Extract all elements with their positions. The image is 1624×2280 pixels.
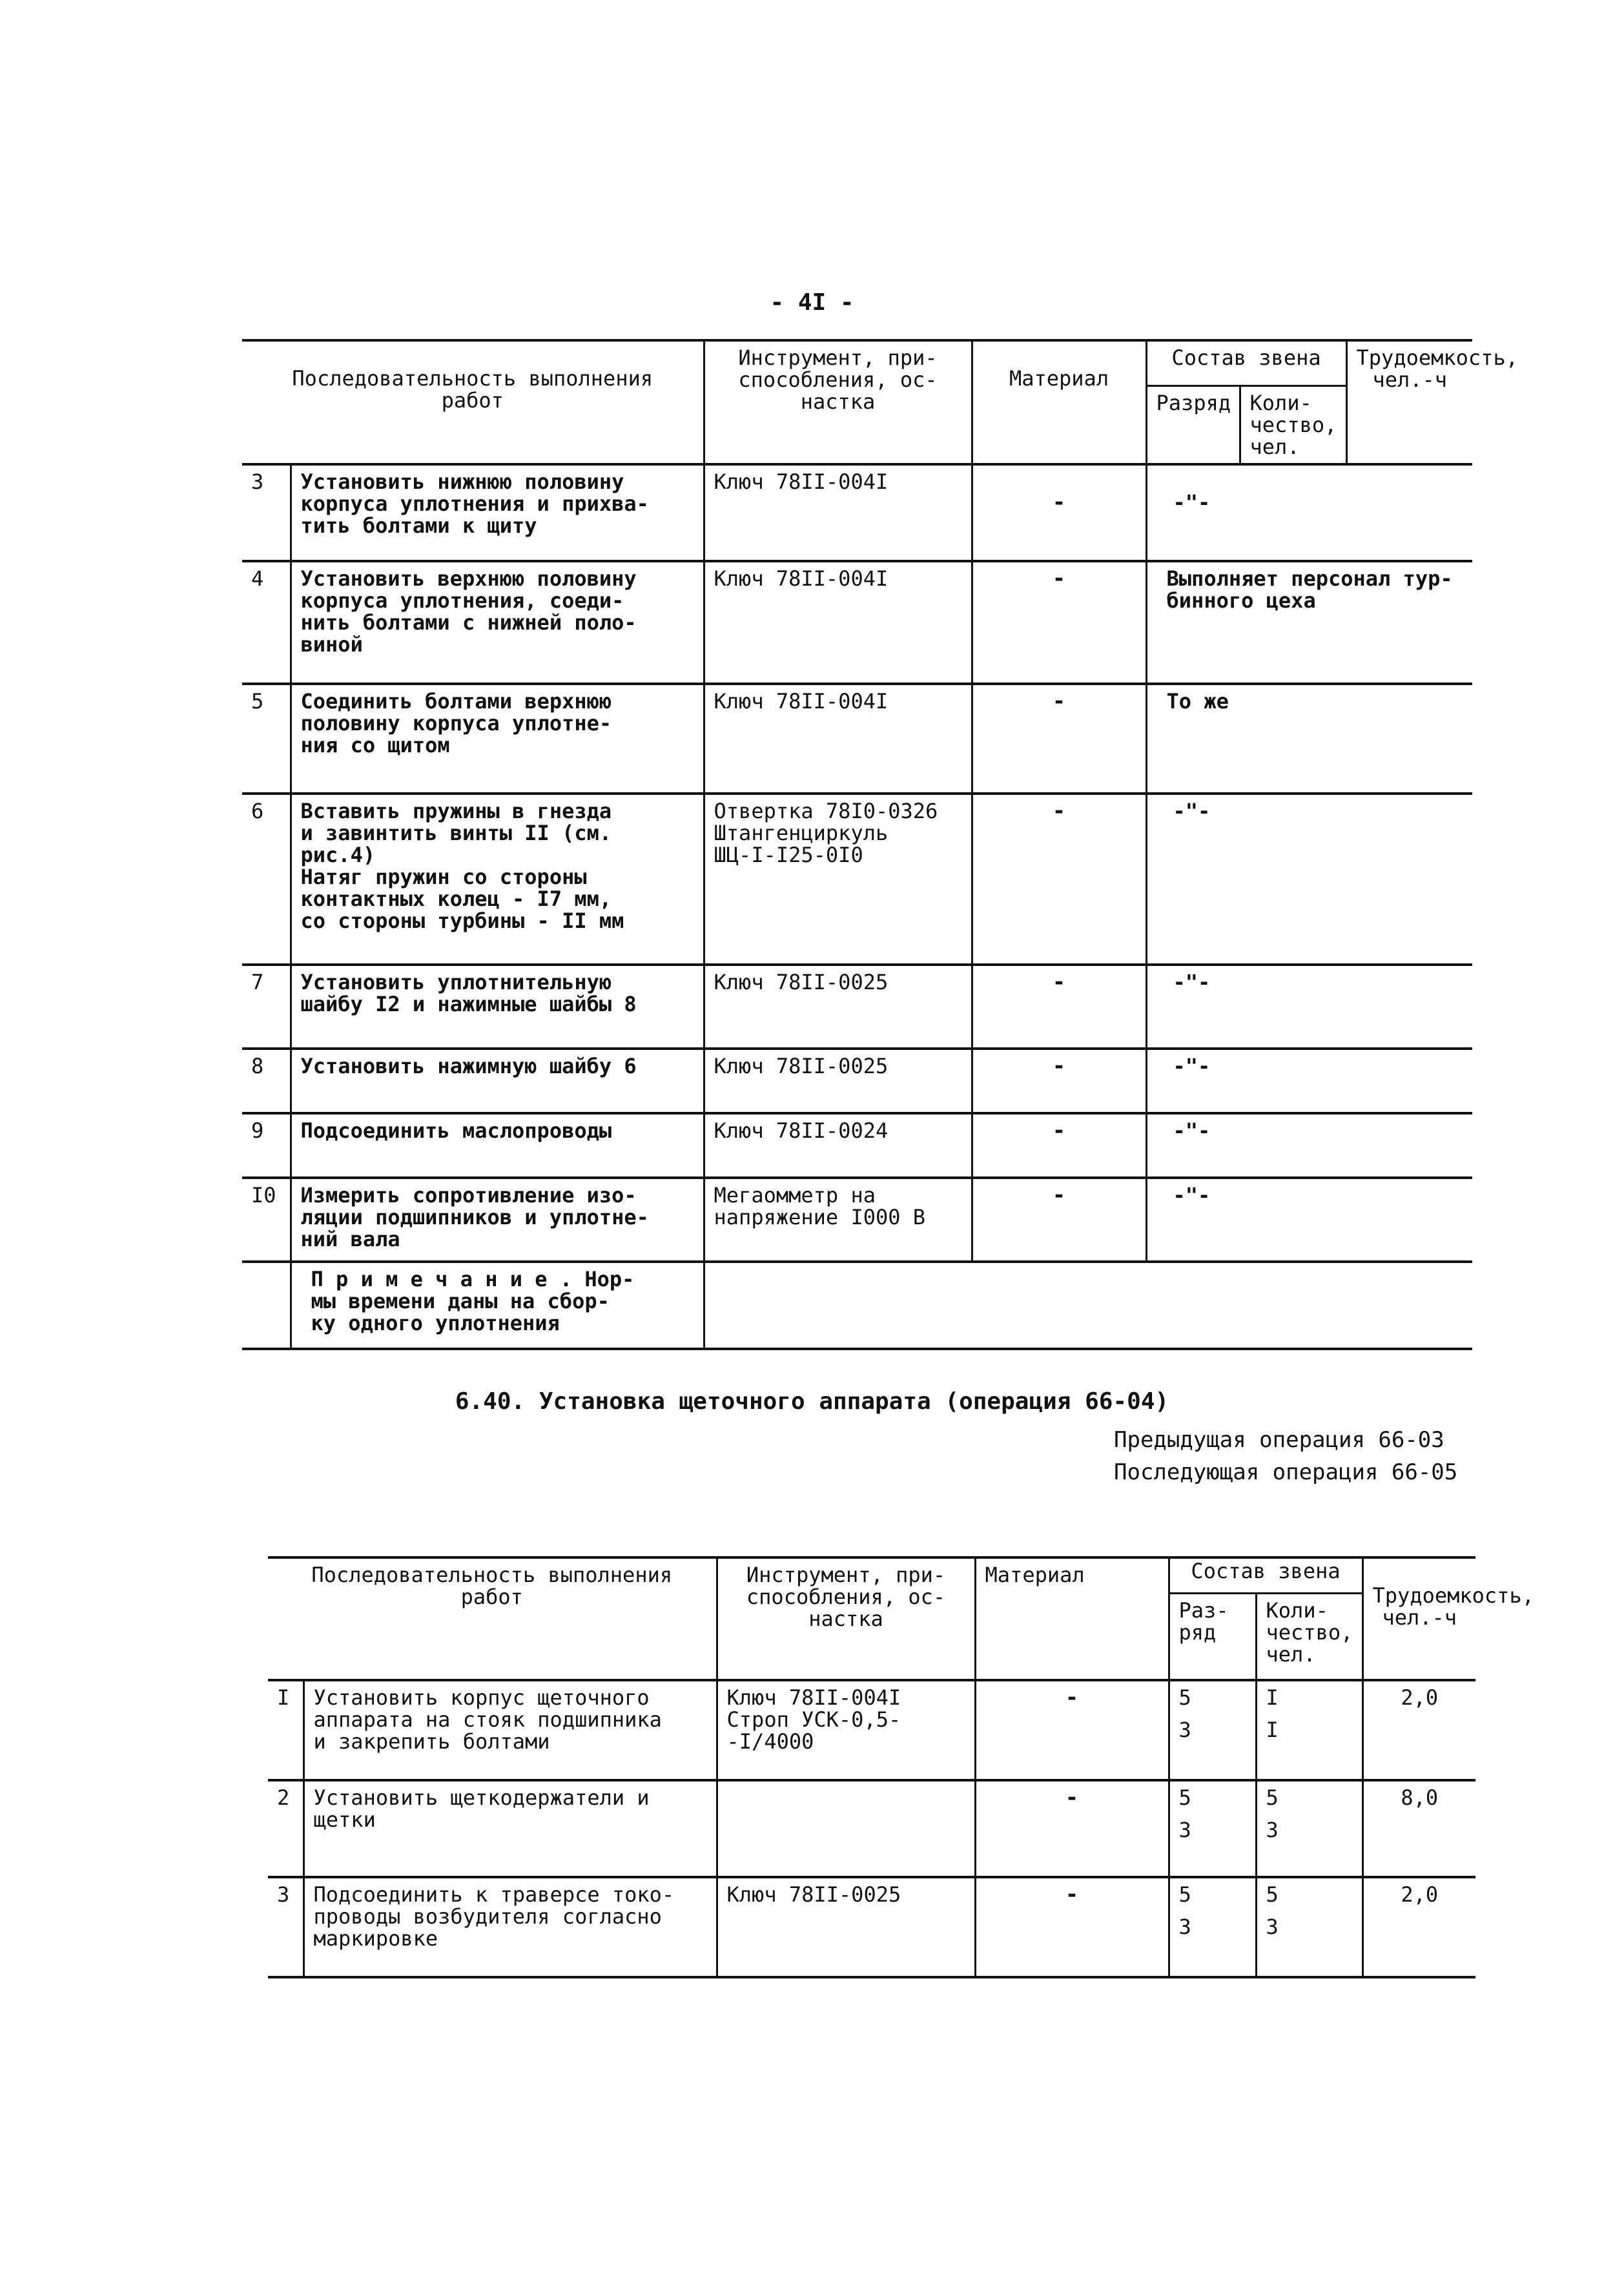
row-number: 4 xyxy=(242,561,291,684)
row-text: Установить щеткодержатели и щетки xyxy=(303,1780,717,1877)
row-material: - xyxy=(972,464,1146,561)
row-crew: Выполняет персонал тур- бинного цеха xyxy=(1146,561,1472,684)
row-tool: Ключ 78II-0025 xyxy=(717,1877,975,1977)
row-text: Соединить болтами верхнюю половину корпуса уплотне- ния со щитом xyxy=(291,684,704,794)
header-labor: Трудоемкость, чел.-ч xyxy=(1362,1557,1475,1680)
table-header xyxy=(242,340,1472,385)
row-crew: -"- xyxy=(1146,1113,1472,1178)
operation-links xyxy=(1114,1427,1457,1492)
row-material: - xyxy=(975,1877,1169,1977)
row-number: 3 xyxy=(242,464,291,561)
row-labor: 8,0 xyxy=(1362,1780,1475,1877)
row-count: 5 3 xyxy=(1256,1780,1362,1877)
row-crew: -"- xyxy=(1146,794,1472,965)
table-row xyxy=(268,1680,1475,1780)
next-operation: Последующая операция 66-05 xyxy=(1114,1459,1458,1485)
row-labor: 2,0 xyxy=(1362,1877,1475,1977)
row-number: 9 xyxy=(242,1113,291,1178)
row-material: - xyxy=(972,1049,1146,1113)
table-header xyxy=(268,1557,1475,1593)
operations-table-2 xyxy=(268,1556,1534,1978)
header-grade: Раз- ряд xyxy=(1169,1593,1256,1680)
header-sequence: Последовательность выполнения работ xyxy=(268,1557,717,1680)
header-count: Коли- чество, чел. xyxy=(1240,385,1346,464)
row-text: Подсоединить к траверсе токо- проводы возбудителя согласно маркировке xyxy=(303,1877,717,1977)
row-grade: 5 3 xyxy=(1169,1780,1256,1877)
table-row xyxy=(242,965,1472,1049)
row-grade: 5 3 xyxy=(1169,1877,1256,1977)
table-row xyxy=(242,464,1472,561)
row-tool: Ключ 78II-0025 xyxy=(704,1049,972,1113)
row-crew: -"- xyxy=(1146,464,1472,561)
row-number: 8 xyxy=(242,1049,291,1113)
header-tool: Инструмент, при- способления, ос- настка xyxy=(717,1557,975,1680)
row-number: 2 xyxy=(268,1780,303,1877)
table-row xyxy=(268,1780,1475,1877)
row-tool: Ключ 78II-004I xyxy=(704,464,972,561)
row-text: Установить корпус щеточного аппарата на стояк подшипника и закрепить болтами xyxy=(303,1680,717,1780)
row-text: Вставить пружины в гнезда и завинтить винты II (см. рис.4) Натяг пружин со стороны контактных колец - I7 мм, со стороны турбины - II мм xyxy=(291,794,704,965)
row-material: - xyxy=(972,1113,1146,1178)
row-material: - xyxy=(972,1178,1146,1262)
row-crew: -"- xyxy=(1146,1049,1472,1113)
header-crew: Состав звена xyxy=(1169,1557,1362,1593)
row-tool: Ключ 78II-004I Строп УСК-0,5- -I/4000 xyxy=(717,1680,975,1780)
row-crew: -"- xyxy=(1146,1178,1472,1262)
row-material: - xyxy=(972,965,1146,1049)
table-row xyxy=(242,561,1472,684)
row-tool xyxy=(717,1780,975,1877)
section-title: 6.40. Установка щеточного аппарата (операция 66-04) xyxy=(455,1388,1169,1415)
table-row xyxy=(242,684,1472,794)
row-labor: 2,0 xyxy=(1362,1680,1475,1780)
note-row xyxy=(242,1262,1472,1349)
row-tool: Ключ 78II-004I xyxy=(704,561,972,684)
row-text: Установить верхнюю половину корпуса уплотнения, соеди- нить болтами с нижней поло- виной xyxy=(291,561,704,684)
header-labor: Трудоемкость, чел.-ч xyxy=(1346,340,1472,464)
table-row xyxy=(242,1178,1472,1262)
row-tool: Мегаомметр на напряжение I000 В xyxy=(704,1178,972,1262)
header-tool: Инструмент, при- способления, ос- настка xyxy=(704,340,972,464)
row-material: - xyxy=(972,794,1146,965)
page-number: - 4I - xyxy=(770,289,854,316)
row-count: I I xyxy=(1256,1680,1362,1780)
row-tool: Ключ 78II-0024 xyxy=(704,1113,972,1178)
row-material: - xyxy=(975,1780,1169,1877)
row-number: I xyxy=(268,1680,303,1780)
row-count: 5 3 xyxy=(1256,1877,1362,1977)
row-grade: 5 3 xyxy=(1169,1680,1256,1780)
header-material: Материал xyxy=(972,340,1146,464)
table-note: П р и м е ч а н и е . Нор- мы времени даны на сбор- ку одного уплотнения xyxy=(291,1262,704,1349)
row-tool: Ключ 78II-0025 xyxy=(704,965,972,1049)
row-text: Подсоединить маслопроводы xyxy=(291,1113,704,1178)
operations-table-1 xyxy=(242,339,1518,1350)
row-text: Установить нажимную шайбу 6 xyxy=(291,1049,704,1113)
row-number: 6 xyxy=(242,794,291,965)
row-number: I0 xyxy=(242,1178,291,1262)
row-number: 5 xyxy=(242,684,291,794)
row-crew: -"- xyxy=(1146,965,1472,1049)
header-material: Материал xyxy=(975,1557,1169,1680)
row-material: - xyxy=(975,1680,1169,1780)
row-material: - xyxy=(972,561,1146,684)
previous-operation: Предыдущая операция 66-03 xyxy=(1114,1427,1444,1453)
table-row xyxy=(268,1877,1475,1977)
header-grade: Разряд xyxy=(1146,385,1240,464)
row-tool: Отвертка 78I0-0326 Штангенциркуль ШЦ-I-I25-0I0 xyxy=(704,794,972,965)
header-crew: Состав звена xyxy=(1146,340,1346,385)
table-row xyxy=(242,794,1472,965)
row-tool: Ключ 78II-004I xyxy=(704,684,972,794)
row-number: 7 xyxy=(242,965,291,1049)
row-text: Установить нижнюю половину корпуса уплотнения и прихва- тить болтами к щиту xyxy=(291,464,704,561)
table-row xyxy=(242,1113,1472,1178)
row-number: 3 xyxy=(268,1877,303,1977)
header-count: Коли- чество, чел. xyxy=(1256,1593,1362,1680)
row-text: Установить уплотнительную шайбу I2 и нажимные шайбы 8 xyxy=(291,965,704,1049)
row-material: - xyxy=(972,684,1146,794)
row-crew: То же xyxy=(1146,684,1472,794)
table-row xyxy=(242,1049,1472,1113)
header-sequence: Последовательность выполнения работ xyxy=(242,340,704,464)
row-text: Измерить сопротивление изо- ляции подшипников и уплотне- ний вала xyxy=(291,1178,704,1262)
